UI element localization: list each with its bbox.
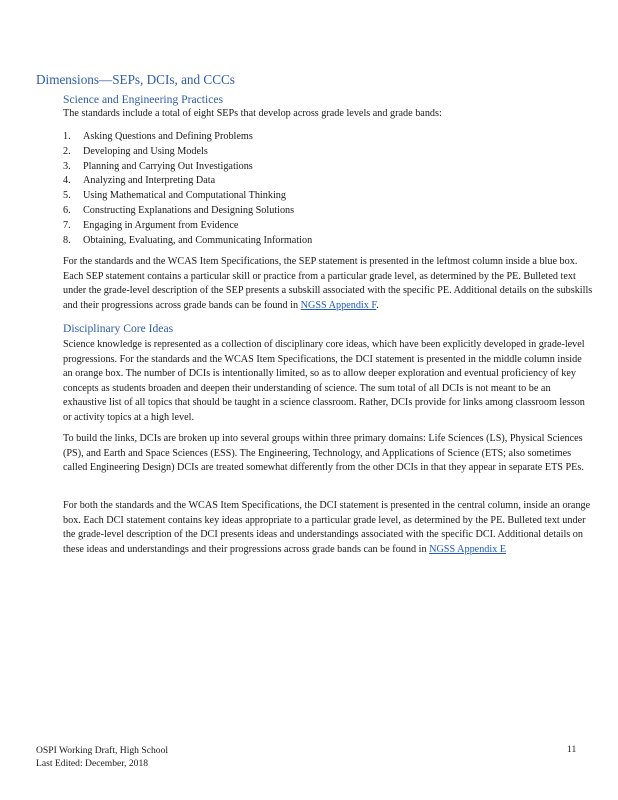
list-item: 8. Obtaining, Evaluating, and Communicating Information (63, 234, 313, 246)
list-item: 6. Constructing Explanations and Designing Solutions (63, 204, 295, 216)
list-item: 1. Asking Questions and Defining Problems (63, 131, 253, 142)
dci-paragraph-2: To build the links, DCIs are broken up into several groups within three primary domains: Life Sciences (LS), Physical Sciences (PS), and Earth and Space Sciences (ESS). The Engineering, Technology, and Applications of Science (ETS; also sometimes called Engineering Design) DCIs are treated somewhat differently from the other DCIs in that they appear in separate ETS PEs. (63, 433, 584, 474)
list-item: 4. Analyzing and Interpreting Data (63, 175, 216, 187)
dci-paragraph-3: For both the standards and the WCAS Item Specifications, the DCI statement is presented in the central column, inside an orange box. Each DCI statement contains key ideas appropriate to a particular grade level, as determined by the PE. Bulleted text under the grade‑level description of the DCI presents ideas and understandings associated with the specific DCI. Additional details on these ideas and understandings and their progressions across grade bands can be found in NGSS Appendix E (63, 500, 591, 555)
dci-subheading: Disciplinary Core Ideas (63, 322, 174, 335)
ngss-appendix-e-link[interactable]: NGSS Appendix E (429, 543, 507, 555)
list-item: 5. Using Mathematical and Computational Thinking (63, 190, 286, 202)
footer-draft-line: OSPI Working Draft, High School (36, 745, 169, 756)
footer-edited-line: Last Edited: December, 2018 (36, 758, 149, 769)
page-footer (36, 744, 168, 770)
list-item: 3. Planning and Carrying Out Investigations (63, 160, 253, 172)
list-item: 7. Engaging in Argument from Evidence (63, 219, 239, 231)
sep-list (63, 130, 312, 248)
sep-paragraph: For the standards and the WCAS Item Specifications, the SEP statement is presented in the leftmost column inside a blue box. Each SEP statement contains a particular skill or practice from a particular grade level, as determined by the PE. Bulleted text under the grade‑level description of the SEP presents a subskill associated with the specific PE. Additional details on the subskills and their progressions across grade bands can be found in NGSS Appendix F. (63, 256, 593, 311)
page-number: 11 (567, 744, 577, 755)
list-item: 2. Developing and Using Models (63, 145, 208, 157)
sep-subheading: Science and Engineering Practices (63, 93, 223, 106)
sep-intro: The standards include a total of eight SEPs that develop across grade levels and grade bands: (63, 108, 442, 119)
section-heading: Dimensions—SEPs, DCIs, and CCCs (36, 72, 235, 87)
dci-paragraph-1: Science knowledge is represented as a collection of disciplinary core ideas, which have been explicitly developed in grade‑level progressions. For the standards and the WCAS Item Specifications, the DCI statement is presented in the middle column inside an orange box. The number of DCIs is intentionally limited, so as to allow deeper exploration and eventual proficiency of key concepts as students broaden and deepen their understanding of science. The sum total of all DCIs is not meant to be an exhaustive list of all topics that should be taught in a science classroom. Rather, DCIs provide for links among classroom lesson or activity topics at a high level. (63, 339, 585, 423)
ngss-appendix-f-link[interactable]: NGSS Appendix F (300, 299, 377, 311)
